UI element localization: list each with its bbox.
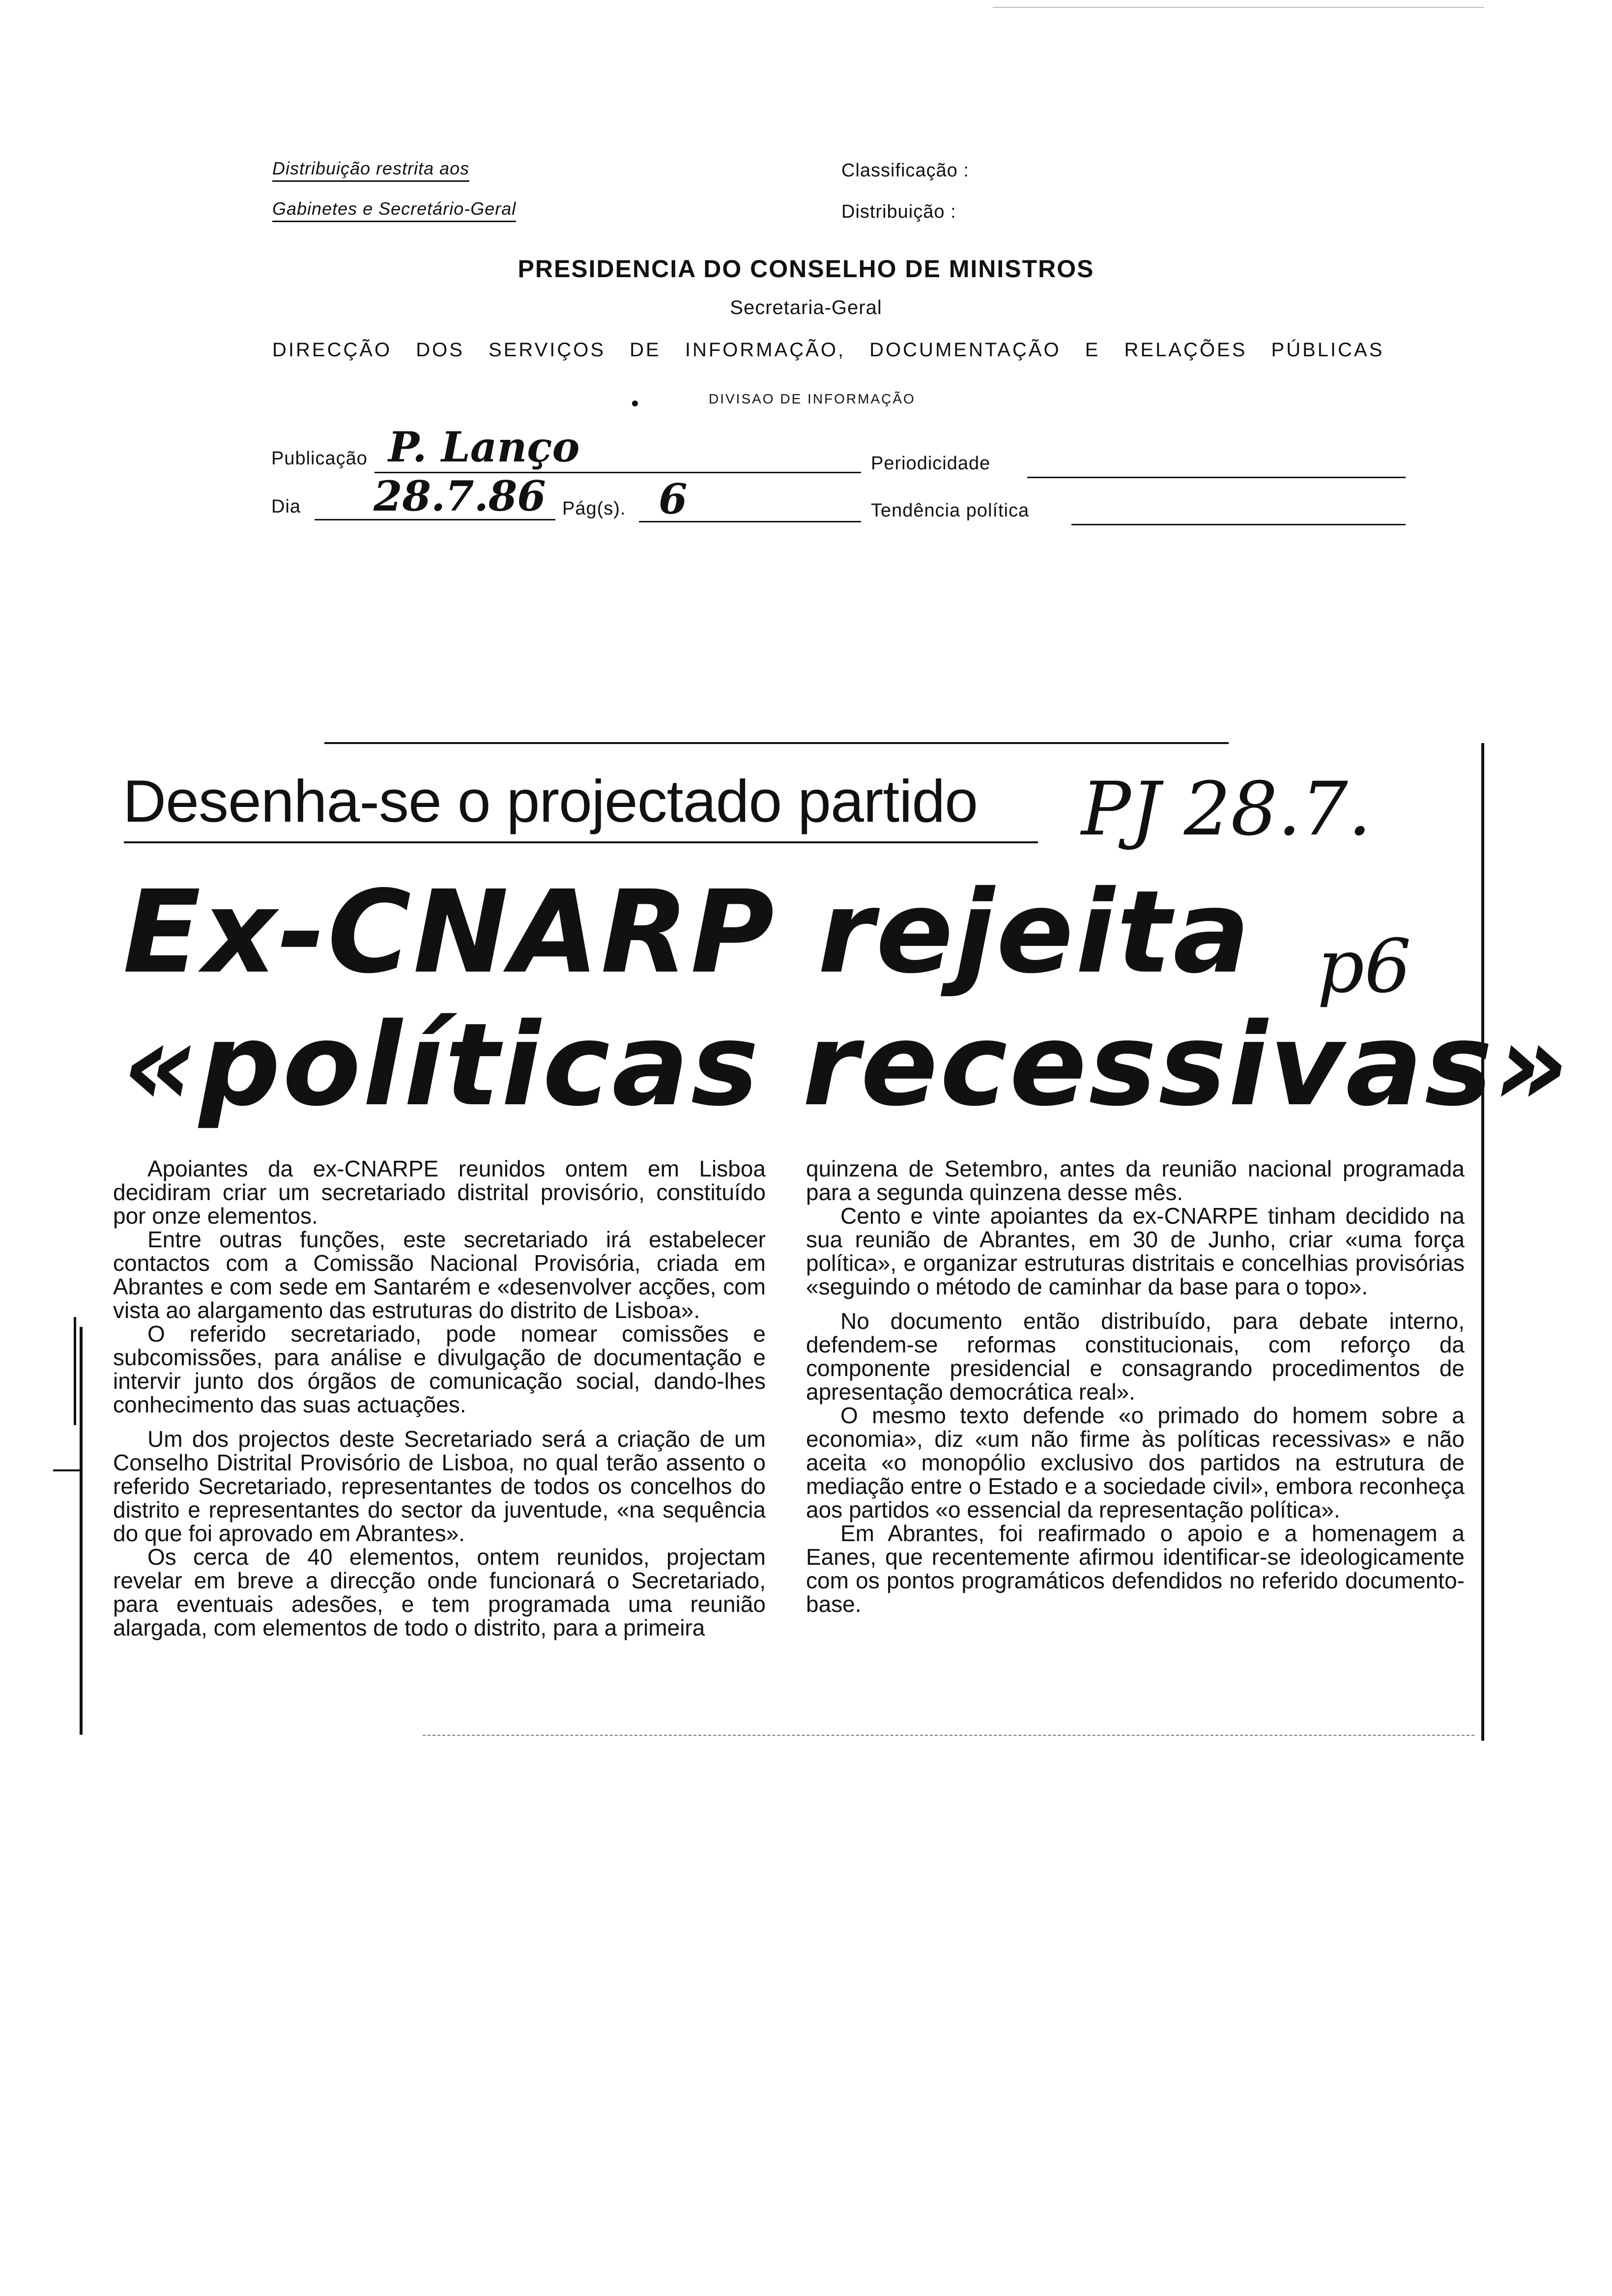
divisao-informacao: DIVISAO DE INFORMAÇÃO (709, 391, 916, 406)
tendencia-line (1071, 524, 1406, 525)
periodicidade-line (1027, 477, 1406, 478)
clip-left-mark-upper (74, 1317, 76, 1425)
distribuicao-label: Distribuição : (841, 201, 956, 222)
article-kicker: Desenha-se o projectado partido (123, 768, 978, 834)
right-paragraph: O mesmo texto defende «o primado do homem sobre a economia», diz «um não firme às políticas recessivas» e não aceita «o monopólio exclusivo dos partidos na estrutura de mediação entre o Estado e a sociedade civil», embora reconheça aos partidos «o essencial da representação política». (806, 1403, 1465, 1522)
scan-top-line (993, 7, 1484, 8)
clip-left-mark (80, 1327, 83, 1735)
left-paragraph: Entre outras funções, este secretariado irá estabelecer contactos com a Comissão Nacional Provisória, criada em Abrantes e com sede em Santarém e «desenvolver acções, com vista ao alargamento das estruturas do distrito de Lisboa». (113, 1227, 766, 1323)
right-paragraph: Em Abrantes, foi reafirmado o apoio e a homenagem a Eanes, que recentemente afirmou identificar-se ideologicamente com os pontos programáticos defendidos no referido documento-base. (806, 1521, 1465, 1617)
clip-left-tick (53, 1469, 81, 1471)
restricted-label-line2: Gabinetes e Secretário-Geral (272, 199, 516, 219)
periodicidade-label: Periodicidade (871, 453, 991, 474)
dia-value: 28.7.86 (374, 472, 546, 520)
dia-label: Dia (271, 496, 301, 517)
restricted-label-line1: Distribuição restrita aos (272, 158, 469, 179)
right-paragraph: quinzena de Setembro, antes da reunião nacional programada para a segunda quinzena desse mês. (806, 1156, 1465, 1205)
article-bottom-rule (423, 1735, 1474, 1736)
publicacao-label: Publicação (271, 448, 368, 469)
direccao-servicos: DIRECÇÃO DOS SERVIÇOS DE INFORMAÇÃO, DOCUMENTAÇÃO E RELAÇÕES PÚBLICAS (272, 339, 1384, 361)
pags-value: 6 (659, 475, 688, 523)
article-left-column (113, 1157, 766, 1639)
kicker-underline (124, 841, 1038, 843)
left-paragraph: Um dos projectos deste Secretariado será a criação de um Conselho Distrital Provisório de Lisboa, no qual terão assento o referido Secretariado, representantes de todos os concelhos do distrito e representantes do sector da juventude, «na sequência do que foi aprovado em Abrantes». (113, 1426, 766, 1546)
headline-line2: «políticas recessivas» (123, 999, 1571, 1131)
bullet-mark (632, 401, 638, 406)
left-paragraph: O referido secretariado, pode nomear comissões e subcomissões, para análise e divulgação de documentação e intervir junto dos órgãos de comunicação social, dando-lhes conhecimento das suas actuações. (113, 1321, 766, 1417)
headline-line1: Ex-CNARP rejeita (123, 866, 1252, 999)
publicacao-value: P. Lanço (388, 423, 580, 471)
left-paragraph: Os cerca de 40 elementos, ontem reunidos, projectam revelar em breve a direcção onde funcionará o Secretariado, para eventuais adesões, e tem programada uma reunião alargada, com elementos de todo o distrito, para a primeira (113, 1544, 766, 1640)
pags-label: Pág(s). (562, 498, 626, 519)
article-right-border (1481, 743, 1484, 1741)
tendencia-label: Tendência política (871, 500, 1030, 521)
right-paragraph: No documento então distribuído, para debate interno, defendem-se reformas constitucionais, com reforço da componente presidencial e consagrando procedimentos de apresentação democrática real». (806, 1308, 1465, 1405)
classificacao-label: Classificação : (841, 160, 969, 181)
handwritten-note-page: p6 (1317, 924, 1411, 1009)
right-paragraph: Cento e vinte apoiantes da ex-CNARPE tinham decidido na sua reunião de Abrantes, em 30 de Junho, criar «uma força política», e organizar estruturas distritais e concelhias provisórias «seguindo o método de caminhar da base para o topo». (806, 1203, 1465, 1299)
article-right-column (806, 1157, 1465, 1616)
handwritten-note-date: PJ 28.7. (1081, 767, 1372, 852)
presidencia-heading: PRESIDENCIA DO CONSELHO DE MINISTROS (518, 255, 1094, 283)
left-paragraph: Apoiantes da ex-CNARPE reunidos ontem em Lisboa decidiram criar um secretariado distrital provisório, constituído por onze elementos. (113, 1156, 766, 1229)
article-top-rule (324, 742, 1229, 744)
secretaria-geral: Secretaria-Geral (730, 297, 882, 318)
